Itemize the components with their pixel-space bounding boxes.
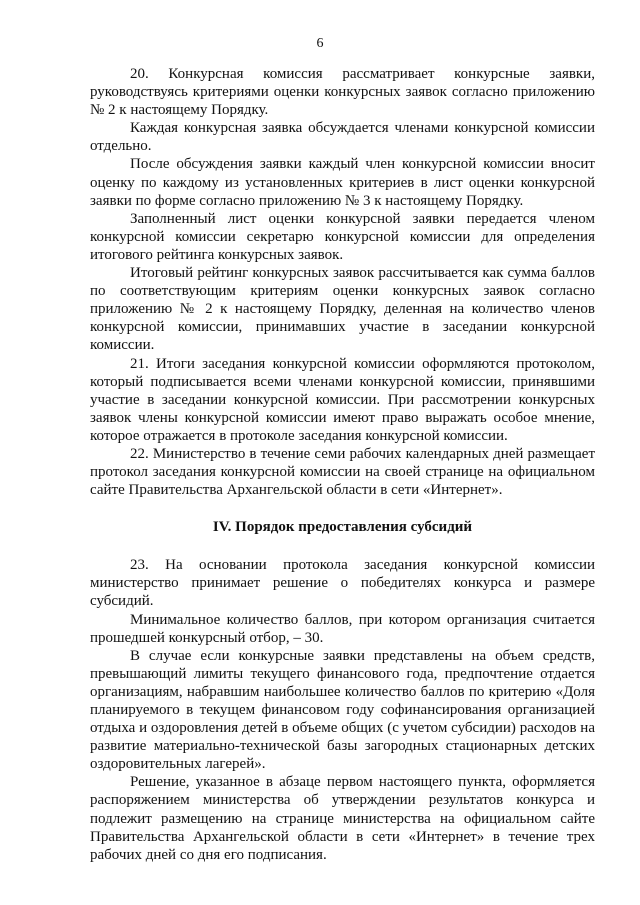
document-body	[90, 65, 595, 864]
paragraph-minimum-score: Минимальное количество баллов, при котором организация считается прошедшей конкурсный отбор, – 30.	[90, 611, 595, 646]
paragraph-22: 22. Министерство в течение семи рабочих календарных дней размещает протокол заседания конкурсной комиссии на своей странице на официальном сайте Правительства Архангельской области в сети «Интернет».	[90, 445, 595, 499]
paragraph-20: 20. Конкурсная комиссия рассматривает конкурсные заявки, руководствуясь критериями оценки конкурсных заявок согласно приложению № 2 к настоящему Порядку.	[90, 66, 595, 119]
section-heading: IV. Порядок предоставления субсидий	[212, 519, 473, 536]
page-number: 6	[316, 36, 324, 51]
paragraph-decision: Решение, указанное в абзаце первом настоящего пункта, оформляется распоряжением министерства об утверждении результатов конкурса и подлежит размещению на странице министерства на официальном сайте Правительства Архангельской области в сети «Интернет» в течение трех рабочих дней со дня его подписания.	[90, 774, 595, 863]
paragraph-21: 21. Итоги заседания конкурсной комиссии оформляются протоколом, который подписывается всеми членами конкурсной комиссии, принявшими участие в заседании конкурсной комиссии. При рассмотрении конкурсных заявок члены конкурсной комиссии имеют право выражать особое мнение, которое отражается в протоколе заседания конкурсной комиссии.	[90, 355, 595, 444]
paragraph-evaluation-sheet: Заполненный лист оценки конкурсной заявки передается членом конкурсной комиссии секретарю конкурсной комиссии для определения итогового рейтинга конкурсных заявок.	[90, 210, 595, 263]
paragraph-evaluation: После обсуждения заявки каждый член конкурсной комиссии вносит оценку по каждому из установленных критериев в лист оценки конкурсной заявки по форме согласно приложению № 3 к настоящему Порядку.	[90, 156, 595, 209]
paragraph-23: 23. На основании протокола заседания конкурсной комиссии министерство принимает решение о победителях конкурса и размере субсидий.	[90, 557, 595, 610]
paragraph-final-rating: Итоговый рейтинг конкурсных заявок рассчитывается как сумма баллов по соответствующим критериям оценки конкурсных заявок согласно приложению № 2 к настоящему Порядку, деленная на количество членов конкурсной комиссии, принимавших участие в заседании конкурсной комиссии.	[90, 265, 595, 354]
paragraph-priority: В случае если конкурсные заявки представлены на объем средств, превышающий лимиты текущего финансового года, предпочтение отдается организациям, набравшим наибольшее количество баллов по критерию «Доля планируемого в текущем финансовом году софинансирования организацией отдыха и оздоровления детей в объеме общих (с учетом субсидии) расходов на развитие материально-технической базы загородных стационарных детских оздоровительных лагерей».	[90, 647, 595, 773]
paragraph-discussion: Каждая конкурсная заявка обсуждается членами конкурсной комиссии отдельно.	[90, 120, 595, 155]
